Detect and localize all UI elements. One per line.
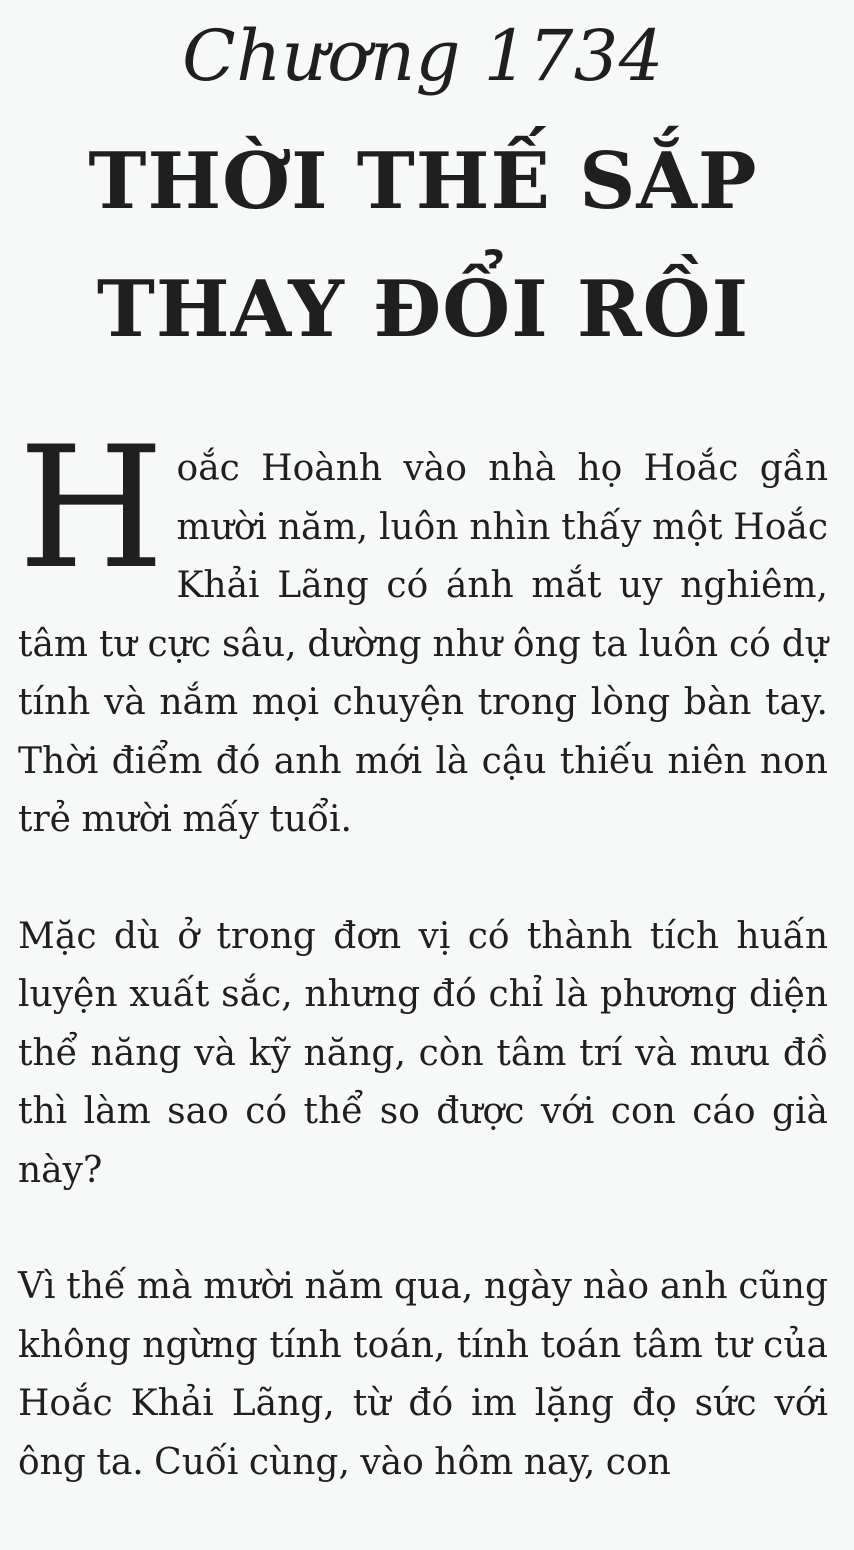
paragraph-3: Vì thế mà mười năm qua, ngày nào anh cũng không ngừng tính toán, tính toán tâm tư của Hoắc Khải Lãng, từ đó im lặng đọ sức với ông ta. Cuối cùng, vào hôm nay, con — [18, 1266, 828, 1483]
paragraph-1-text: oắc Hoành vào nhà họ Hoắc gần mười năm, luôn nhìn thấy một Hoắc Khải Lãng có ánh mắt uy nghiêm, tâm tư cực sâu, dường như ông ta luôn có dự tính và nắm mọi chuyện trong lòng bàn tay. Thời điểm đó anh mới là cậu thiếu niên non trẻ mười mấy tuổi. — [18, 448, 828, 840]
reader-page — [18, 0, 828, 1550]
drop-cap: H — [18, 410, 165, 606]
chapter-number: Chương 1734 — [182, 15, 664, 97]
chapter-title: THỜI THẾ SẮP THAY ĐỔI RỒI — [88, 136, 758, 355]
paragraph-1 — [18, 410, 828, 850]
paragraph-2: Mặc dù ở trong đơn vị có thành tích huấn luyện xuất sắc, nhưng đó chỉ là phương diện thể năng và kỹ năng, còn tâm trí và mưu đồ thì làm sao có thể so được với con cáo già này? — [18, 915, 828, 1191]
chapter-body — [18, 410, 828, 1492]
